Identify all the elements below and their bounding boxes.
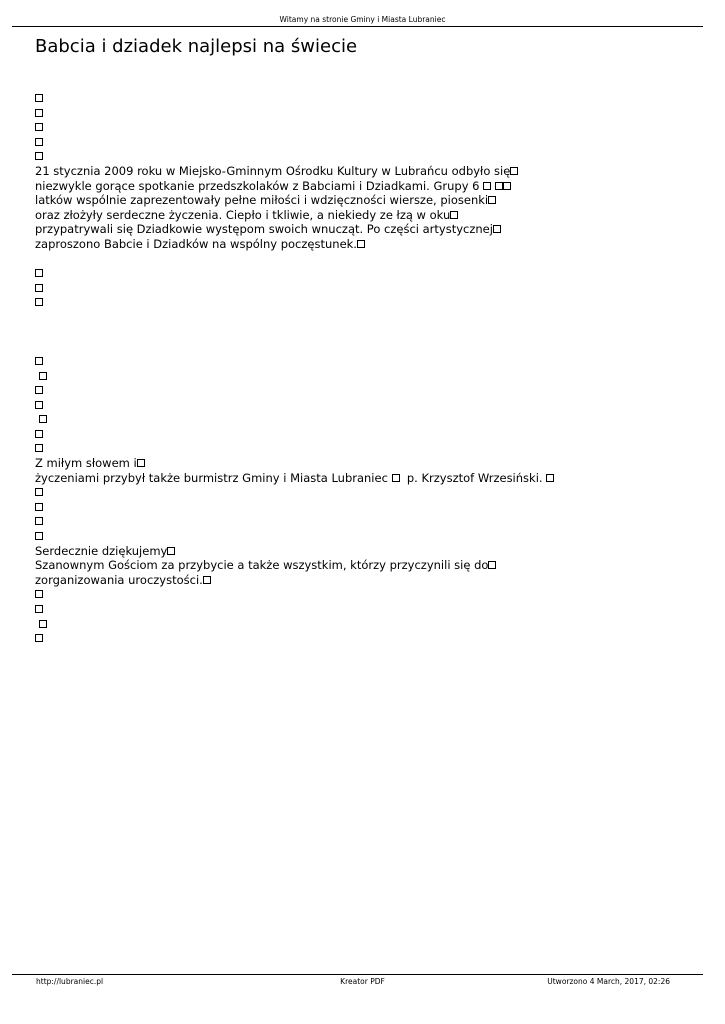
paragraph-text: p. Krzysztof Wrzesiński. [399, 470, 547, 485]
missing-glyph-box [488, 561, 496, 569]
paragraph-line [35, 544, 554, 559]
paragraph-line [35, 164, 554, 179]
placeholder-glyph-line [35, 631, 554, 646]
paragraph-text: niezwykle gorące spotkanie przedszkolaków z Babciami i Dziadkami. Grupy 6 [35, 178, 484, 193]
missing-glyph-box [35, 152, 43, 160]
placeholder-glyph-line [35, 485, 554, 500]
missing-glyph-box [483, 182, 491, 190]
missing-glyph-box [35, 109, 43, 117]
missing-glyph-box [39, 415, 47, 423]
missing-glyph-box [35, 444, 43, 452]
missing-glyph-box [35, 298, 43, 306]
missing-glyph-box [203, 576, 211, 584]
missing-glyph-box [35, 590, 43, 598]
placeholder-glyph-line [35, 441, 554, 456]
missing-glyph-box [35, 386, 43, 394]
missing-glyph-box [35, 94, 43, 102]
missing-glyph-box [450, 211, 458, 219]
placeholder-glyph-line [35, 135, 554, 150]
paragraph-text: oraz złożyły serdeczne życzenia. Ciepło i tkliwie, a niekiedy ze łzą w oku [35, 207, 451, 222]
placeholder-glyph-line [35, 266, 554, 281]
missing-glyph-box [35, 503, 43, 511]
paragraph-text: latków wspólnie zaprezentowały pełne miłości i wdzięczności wiersze, piosenki [35, 193, 489, 208]
placeholder-glyph-line [35, 295, 554, 310]
footer-url: http://lubraniec.pl [36, 977, 104, 986]
missing-glyph-box [35, 532, 43, 540]
missing-glyph-box [35, 401, 43, 409]
paragraph-text: życzeniami przybył także burmistrz Gminy i Miasta Lubraniec [35, 470, 392, 485]
missing-glyph-box [35, 430, 43, 438]
missing-glyph-box [488, 196, 496, 204]
missing-glyph-box [392, 474, 400, 482]
missing-glyph-box [35, 488, 43, 496]
paragraph-line [35, 222, 554, 237]
placeholder-glyph-line [35, 412, 554, 427]
placeholder-glyph-line [35, 500, 554, 515]
article-body [35, 91, 554, 646]
paragraph-line [35, 456, 554, 471]
paragraph-text: zorganizowania uroczystości. [35, 572, 203, 587]
placeholder-glyph-line [35, 427, 554, 442]
missing-glyph-box [546, 474, 554, 482]
footer-generator: Kreator PDF [340, 977, 385, 986]
missing-glyph-box [35, 138, 43, 146]
missing-glyph-box [39, 372, 47, 380]
footer-divider [12, 974, 703, 975]
header-divider [12, 26, 703, 27]
paragraph-text: Szanownym Gościom za przybycie a także wszystkim, którzy przyczynili się do [35, 558, 489, 573]
missing-glyph-box [35, 634, 43, 642]
placeholder-glyph-line [35, 617, 554, 632]
placeholder-glyph-line [35, 149, 554, 164]
paragraph-line [35, 208, 554, 223]
placeholder-glyph-line [35, 106, 554, 121]
placeholder-glyph-line [35, 587, 554, 602]
missing-glyph-box [35, 357, 43, 365]
paragraph-line [35, 193, 554, 208]
missing-glyph-box [35, 517, 43, 525]
placeholder-glyph-line [35, 369, 554, 384]
paragraph-text: Serdecznie dziękujemy [35, 543, 168, 558]
missing-glyph-box [35, 123, 43, 131]
paragraph-line [35, 573, 554, 588]
missing-glyph-box [357, 240, 365, 248]
spacer [35, 252, 554, 267]
missing-glyph-box [35, 284, 43, 292]
paragraph-text: zaproszono Babcie i Dziadków na wspólny poczęstunek. [35, 236, 357, 251]
placeholder-glyph-line [35, 514, 554, 529]
placeholder-glyph-line [35, 529, 554, 544]
placeholder-glyph-line [35, 91, 554, 106]
missing-glyph-box [167, 547, 175, 555]
placeholder-glyph-line [35, 281, 554, 296]
missing-glyph-box [35, 269, 43, 277]
missing-glyph-box [39, 620, 47, 628]
site-header-title: Witamy na stronie Gminy i Miasta Lubraniec [279, 15, 446, 24]
paragraph-text: 21 stycznia 2009 roku w Miejsko-Gminnym Ośrodku Kultury w Lubrańcu odbyło się [35, 163, 511, 178]
paragraph-line [35, 237, 554, 252]
missing-glyph-box [495, 182, 503, 190]
paragraph-line [35, 558, 554, 573]
placeholder-glyph-line [35, 120, 554, 135]
footer-created-date: Utworzono 4 March, 2017, 02:26 [547, 977, 670, 986]
spacer [35, 310, 554, 354]
paragraph-text: Z miłym słowem i [35, 456, 137, 471]
placeholder-glyph-line [35, 383, 554, 398]
paragraph-line [35, 471, 554, 486]
placeholder-glyph-line [35, 398, 554, 413]
article-title: Babcia i dziadek najlepsi na świecie [35, 36, 358, 57]
missing-glyph-box [35, 605, 43, 613]
missing-glyph-box [510, 167, 518, 175]
paragraph-line [35, 179, 554, 194]
paragraph-text: przypatrywali się Dziadkowie występom swoich wnucząt. Po części artystycznej [35, 222, 493, 237]
missing-glyph-box [137, 459, 145, 467]
missing-glyph-box [493, 225, 501, 233]
missing-glyph-box [503, 182, 511, 190]
placeholder-glyph-line [35, 602, 554, 617]
placeholder-glyph-line [35, 354, 554, 369]
